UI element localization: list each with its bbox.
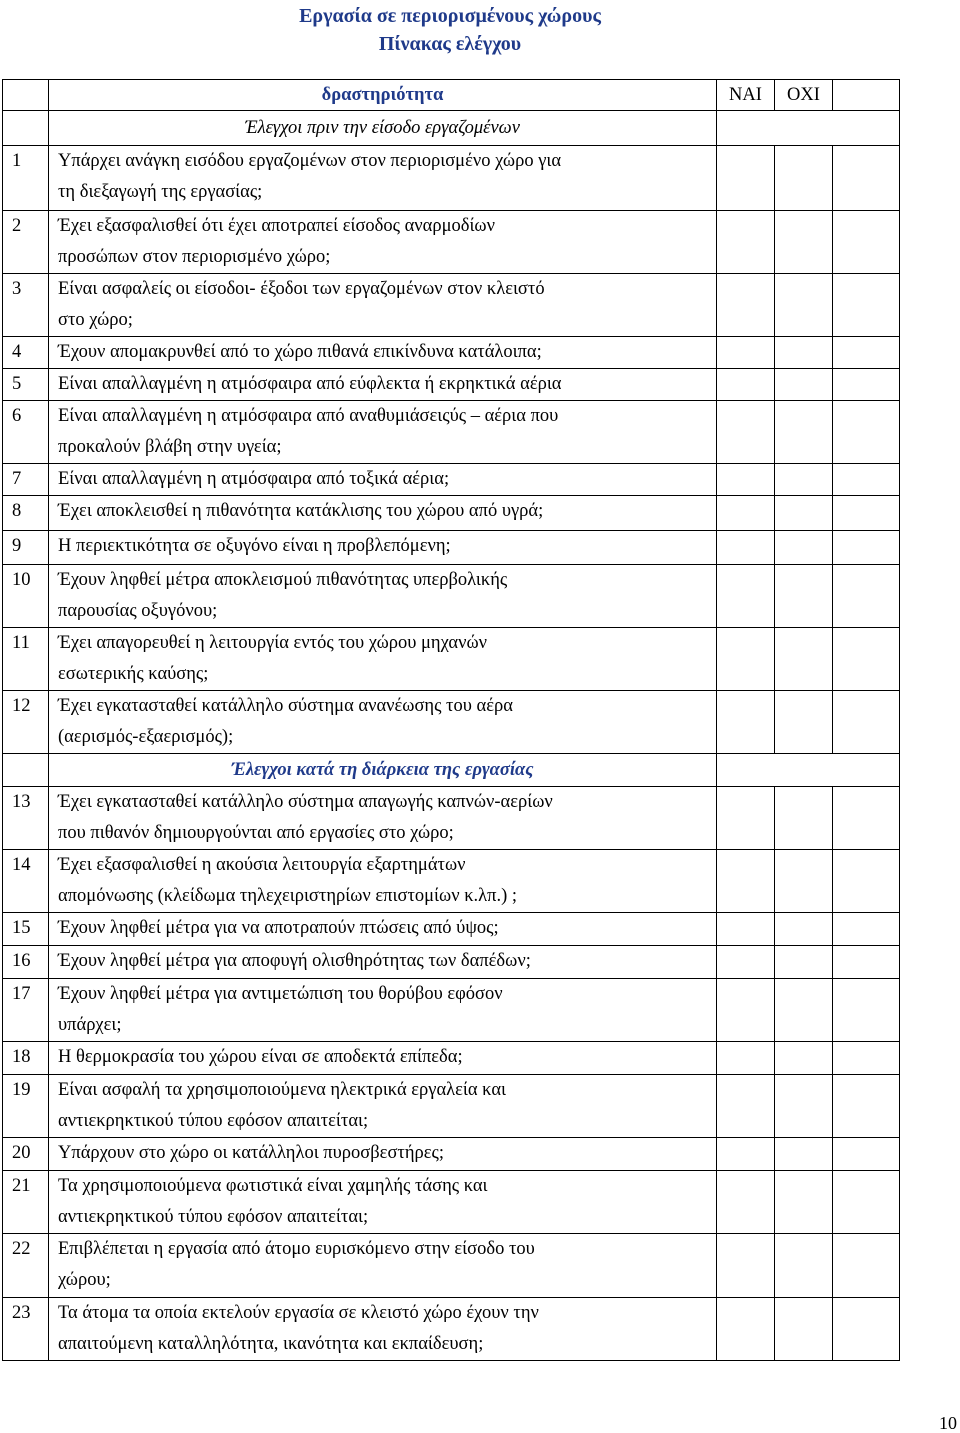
question-line: Έχει εξασφαλισθεί η ακούσια λειτουργία εξαρτημάτων [58, 855, 466, 875]
no-checkbox-cell[interactable] [775, 850, 833, 913]
no-checkbox-cell[interactable] [775, 979, 833, 1042]
checklist-table [2, 79, 900, 1361]
question-line: παρουσίας οξυγόνου; [58, 601, 218, 621]
row-number: 17 [3, 979, 49, 1042]
row-question [49, 691, 717, 754]
no-checkbox-cell[interactable] [775, 146, 833, 211]
question-line: Τα χρησιμοποιούμενα φωτιστικά είναι χαμηλής τάσης και [58, 1176, 488, 1196]
yes-checkbox-cell[interactable] [717, 628, 775, 691]
yes-checkbox-cell[interactable] [717, 1234, 775, 1298]
extra-cell [833, 565, 900, 628]
yes-checkbox-cell[interactable] [717, 146, 775, 211]
extra-cell [833, 211, 900, 274]
extra-cell [833, 1042, 900, 1075]
document-title: Εργασία σε περιορισμένους χώρους [299, 5, 601, 27]
section-during-work: Έλεγχοι κατά τη διάρκεια της εργασίας [49, 754, 717, 787]
row-number: 12 [3, 691, 49, 754]
section-before-entry-spacer [3, 111, 49, 146]
question-line: Έχει αποκλεισθεί η πιθανότητα κατάκλισης του χώρου από υγρά; [58, 501, 544, 521]
header-row [3, 80, 900, 111]
no-checkbox-cell[interactable] [775, 401, 833, 464]
row-number: 4 [3, 337, 49, 369]
no-checkbox-cell[interactable] [775, 274, 833, 337]
checklist-row [3, 464, 900, 496]
row-number: 2 [3, 211, 49, 274]
row-question [49, 211, 717, 274]
row-number: 3 [3, 274, 49, 337]
yes-checkbox-cell[interactable] [717, 1042, 775, 1075]
no-checkbox-cell[interactable] [775, 337, 833, 369]
row-number: 1 [3, 146, 49, 211]
question-line: Έχει εγκατασταθεί κατάλληλο σύστημα ανανέωσης του αέρα [58, 696, 513, 716]
no-checkbox-cell[interactable] [775, 496, 833, 531]
checklist-row [3, 979, 900, 1042]
extra-cell [833, 531, 900, 565]
no-checkbox-cell[interactable] [775, 1042, 833, 1075]
yes-checkbox-cell[interactable] [717, 1138, 775, 1171]
yes-checkbox-cell[interactable] [717, 274, 775, 337]
no-checkbox-cell[interactable] [775, 211, 833, 274]
section-before-entry: Έλεγχοι πριν την είσοδο εργαζομένων [49, 111, 717, 146]
section-during-work-empty [717, 754, 900, 787]
no-checkbox-cell[interactable] [775, 464, 833, 496]
yes-checkbox-cell[interactable] [717, 531, 775, 565]
extra-cell [833, 979, 900, 1042]
row-number: 14 [3, 850, 49, 913]
question-line: Είναι απαλλαγμένη η ατμόσφαιρα από εύφλεκτα ή εκρηκτικά αέρια [58, 374, 562, 394]
extra-cell [833, 1075, 900, 1138]
question-line: στο χώρο; [58, 310, 133, 330]
row-question [49, 946, 717, 979]
question-line: εσωτερικής καύσης; [58, 664, 209, 684]
yes-checkbox-cell[interactable] [717, 401, 775, 464]
extra-cell [833, 1138, 900, 1171]
row-question [49, 464, 717, 496]
no-checkbox-cell[interactable] [775, 946, 833, 979]
row-question [49, 787, 717, 850]
checklist-row [3, 211, 900, 274]
yes-checkbox-cell[interactable] [717, 787, 775, 850]
row-question [49, 979, 717, 1042]
row-number: 15 [3, 913, 49, 946]
no-checkbox-cell[interactable] [775, 369, 833, 401]
row-question [49, 1042, 717, 1075]
yes-checkbox-cell[interactable] [717, 211, 775, 274]
yes-checkbox-cell[interactable] [717, 337, 775, 369]
row-question [49, 1298, 717, 1361]
row-question [49, 337, 717, 369]
section-before-entry-row [3, 111, 900, 146]
question-line: Η θερμοκρασία του χώρου είναι σε αποδεκτά επίπεδα; [58, 1047, 463, 1067]
row-number: 9 [3, 531, 49, 565]
row-number: 23 [3, 1298, 49, 1361]
question-line: προκαλούν βλάβη στην υγεία; [58, 437, 282, 457]
extra-cell [833, 1171, 900, 1234]
question-line: Τα άτομα τα οποία εκτελούν εργασία σε κλειστό χώρο έχουν την [58, 1303, 539, 1323]
row-number: 10 [3, 565, 49, 628]
extra-cell [833, 850, 900, 913]
row-number: 11 [3, 628, 49, 691]
question-line: που πιθανόν δημιουργούνται από εργασίες στο χώρο; [58, 823, 454, 843]
question-line: αντιεκρηκτικού τύπου εφόσον απαιτείται; [58, 1111, 369, 1131]
checklist-row [3, 787, 900, 850]
checklist-row [3, 913, 900, 946]
no-checkbox-cell[interactable] [775, 1171, 833, 1234]
yes-checkbox-cell[interactable] [717, 496, 775, 531]
extra-cell [833, 1234, 900, 1298]
checklist-row [3, 1234, 900, 1298]
extra-cell [833, 464, 900, 496]
yes-checkbox-cell[interactable] [717, 1171, 775, 1234]
question-line: απαιτούμενη καταλληλότητα, ικανότητα και εκπαίδευση; [58, 1334, 484, 1354]
extra-cell [833, 787, 900, 850]
row-number: 5 [3, 369, 49, 401]
question-line: απομόνωσης (κλείδωμα τηλεχειριστηρίων επιστομίων κ.λπ.) ; [58, 886, 518, 906]
row-question [49, 369, 717, 401]
row-question [49, 274, 717, 337]
header-yes: ΝΑΙ [717, 80, 775, 111]
header-extra-cell [833, 80, 900, 111]
yes-checkbox-cell[interactable] [717, 1298, 775, 1361]
row-number: 18 [3, 1042, 49, 1075]
no-checkbox-cell[interactable] [775, 1138, 833, 1171]
question-line: Έχουν απομακρυνθεί από το χώρο πιθανά επικίνδυνα κατάλοιπα; [58, 342, 542, 362]
yes-checkbox-cell[interactable] [717, 946, 775, 979]
question-line: Είναι απαλλαγμένη η ατμόσφαιρα από τοξικά αέρια; [58, 469, 450, 489]
section-during-work-row [3, 754, 900, 787]
yes-checkbox-cell[interactable] [717, 850, 775, 913]
question-line: προσώπων στον περιορισμένο χώρο; [58, 247, 331, 267]
question-line: Η περιεκτικότητα σε οξυγόνο είναι η προβλεπόμενη; [58, 536, 451, 556]
yes-checkbox-cell[interactable] [717, 464, 775, 496]
no-checkbox-cell[interactable] [775, 913, 833, 946]
checklist-row [3, 850, 900, 913]
row-number: 6 [3, 401, 49, 464]
question-line: τη διεξαγωγή της εργασίας; [58, 182, 263, 202]
question-line: Έχει απαγορευθεί η λειτουργία εντός του χώρου μηχανών [58, 633, 488, 653]
page-number: 10 [939, 1413, 957, 1433]
section-before-entry-empty [717, 111, 900, 146]
question-line: Υπάρχει ανάγκη εισόδου εργαζομένων στον περιορισμένο χώρο για [58, 151, 562, 171]
checklist-row [3, 1298, 900, 1361]
checklist-row [3, 146, 900, 211]
extra-cell [833, 369, 900, 401]
checklist-row [3, 274, 900, 337]
row-number: 13 [3, 787, 49, 850]
yes-checkbox-cell[interactable] [717, 913, 775, 946]
extra-cell [833, 274, 900, 337]
question-line: Υπάρχουν στο χώρο οι κατάλληλοι πυροσβεστήρες; [58, 1143, 444, 1163]
extra-cell [833, 401, 900, 464]
question-line: αντιεκρηκτικού τύπου εφόσον απαιτείται; [58, 1207, 369, 1227]
header-activity: δραστηριότητα [49, 80, 717, 111]
no-checkbox-cell[interactable] [775, 1234, 833, 1298]
row-question [49, 401, 717, 464]
extra-cell [833, 337, 900, 369]
no-checkbox-cell[interactable] [775, 628, 833, 691]
extra-cell [833, 691, 900, 754]
row-number: 20 [3, 1138, 49, 1171]
no-checkbox-cell[interactable] [775, 691, 833, 754]
checklist-row [3, 1075, 900, 1138]
checklist-row [3, 628, 900, 691]
checklist-row [3, 401, 900, 464]
row-question [49, 496, 717, 531]
yes-checkbox-cell[interactable] [717, 979, 775, 1042]
row-number: 21 [3, 1171, 49, 1234]
question-line: Έχει εγκατασταθεί κατάλληλο σύστημα απαγωγής καπνών-αερίων [58, 792, 553, 812]
question-line: χώρου; [58, 1270, 111, 1290]
row-question [49, 1075, 717, 1138]
question-line: Είναι απαλλαγμένη η ατμόσφαιρα από αναθυμιάσειςύς – αέρια που [58, 406, 559, 426]
extra-cell [833, 496, 900, 531]
question-line: υπάρχει; [58, 1015, 122, 1035]
question-line: Έχει εξασφαλισθεί ότι έχει αποτραπεί είσοδος αναρμοδίων [58, 216, 495, 236]
row-question [49, 913, 717, 946]
row-number: 16 [3, 946, 49, 979]
no-checkbox-cell[interactable] [775, 1298, 833, 1361]
row-question [49, 531, 717, 565]
checklist-row [3, 565, 900, 628]
yes-checkbox-cell[interactable] [717, 691, 775, 754]
yes-checkbox-cell[interactable] [717, 369, 775, 401]
row-number: 22 [3, 1234, 49, 1298]
row-question [49, 850, 717, 913]
checklist-row [3, 337, 900, 369]
row-question [49, 565, 717, 628]
header-no: ΟΧΙ [775, 80, 833, 111]
extra-cell [833, 1298, 900, 1361]
checklist-row [3, 1171, 900, 1234]
yes-checkbox-cell[interactable] [717, 1075, 775, 1138]
question-line: Έχουν ληφθεί μέτρα για να αποτραπούν πτώσεις από ύψος; [58, 918, 499, 938]
row-question [49, 1234, 717, 1298]
no-checkbox-cell[interactable] [775, 1075, 833, 1138]
document-subtitle: Πίνακας ελέγχου [378, 33, 522, 55]
question-line: Είναι ασφαλείς οι είσοδοι- έξοδοι των εργαζομένων στον κλειστό [58, 279, 545, 299]
row-question [49, 146, 717, 211]
checklist-row [3, 369, 900, 401]
extra-cell [833, 628, 900, 691]
question-line: Έχουν ληφθεί μέτρα για αντιμετώπιση του θορύβου εφόσον [58, 984, 503, 1004]
checklist-row [3, 531, 900, 565]
section-during-work-spacer [3, 754, 49, 787]
row-question [49, 1138, 717, 1171]
checklist-row [3, 691, 900, 754]
question-line: Έχουν ληφθεί μέτρα αποκλεισμού πιθανότητας υπερβολικής [58, 570, 508, 590]
question-line: Επιβλέπεται η εργασία από άτομο ευρισκόμενο στην είσοδο του [58, 1239, 535, 1259]
row-number: 8 [3, 496, 49, 531]
checklist-row [3, 946, 900, 979]
no-checkbox-cell[interactable] [775, 531, 833, 565]
row-question [49, 1171, 717, 1234]
question-line: (αερισμός-εξαερισμός); [58, 727, 234, 747]
header-num-cell [3, 80, 49, 111]
row-question [49, 628, 717, 691]
no-checkbox-cell[interactable] [775, 787, 833, 850]
extra-cell [833, 146, 900, 211]
checklist-row [3, 1138, 900, 1171]
checklist-row [3, 1042, 900, 1075]
yes-checkbox-cell[interactable] [717, 565, 775, 628]
extra-cell [833, 913, 900, 946]
checklist-row [3, 496, 900, 531]
no-checkbox-cell[interactable] [775, 565, 833, 628]
row-number: 19 [3, 1075, 49, 1138]
row-number: 7 [3, 464, 49, 496]
question-line: Έχουν ληφθεί μέτρα για αποφυγή ολισθηρότητας των δαπέδων; [58, 951, 531, 971]
question-line: Είναι ασφαλή τα χρησιμοποιούμενα ηλεκτρικά εργαλεία και [58, 1080, 507, 1100]
checklist-body [3, 80, 900, 1361]
extra-cell [833, 946, 900, 979]
